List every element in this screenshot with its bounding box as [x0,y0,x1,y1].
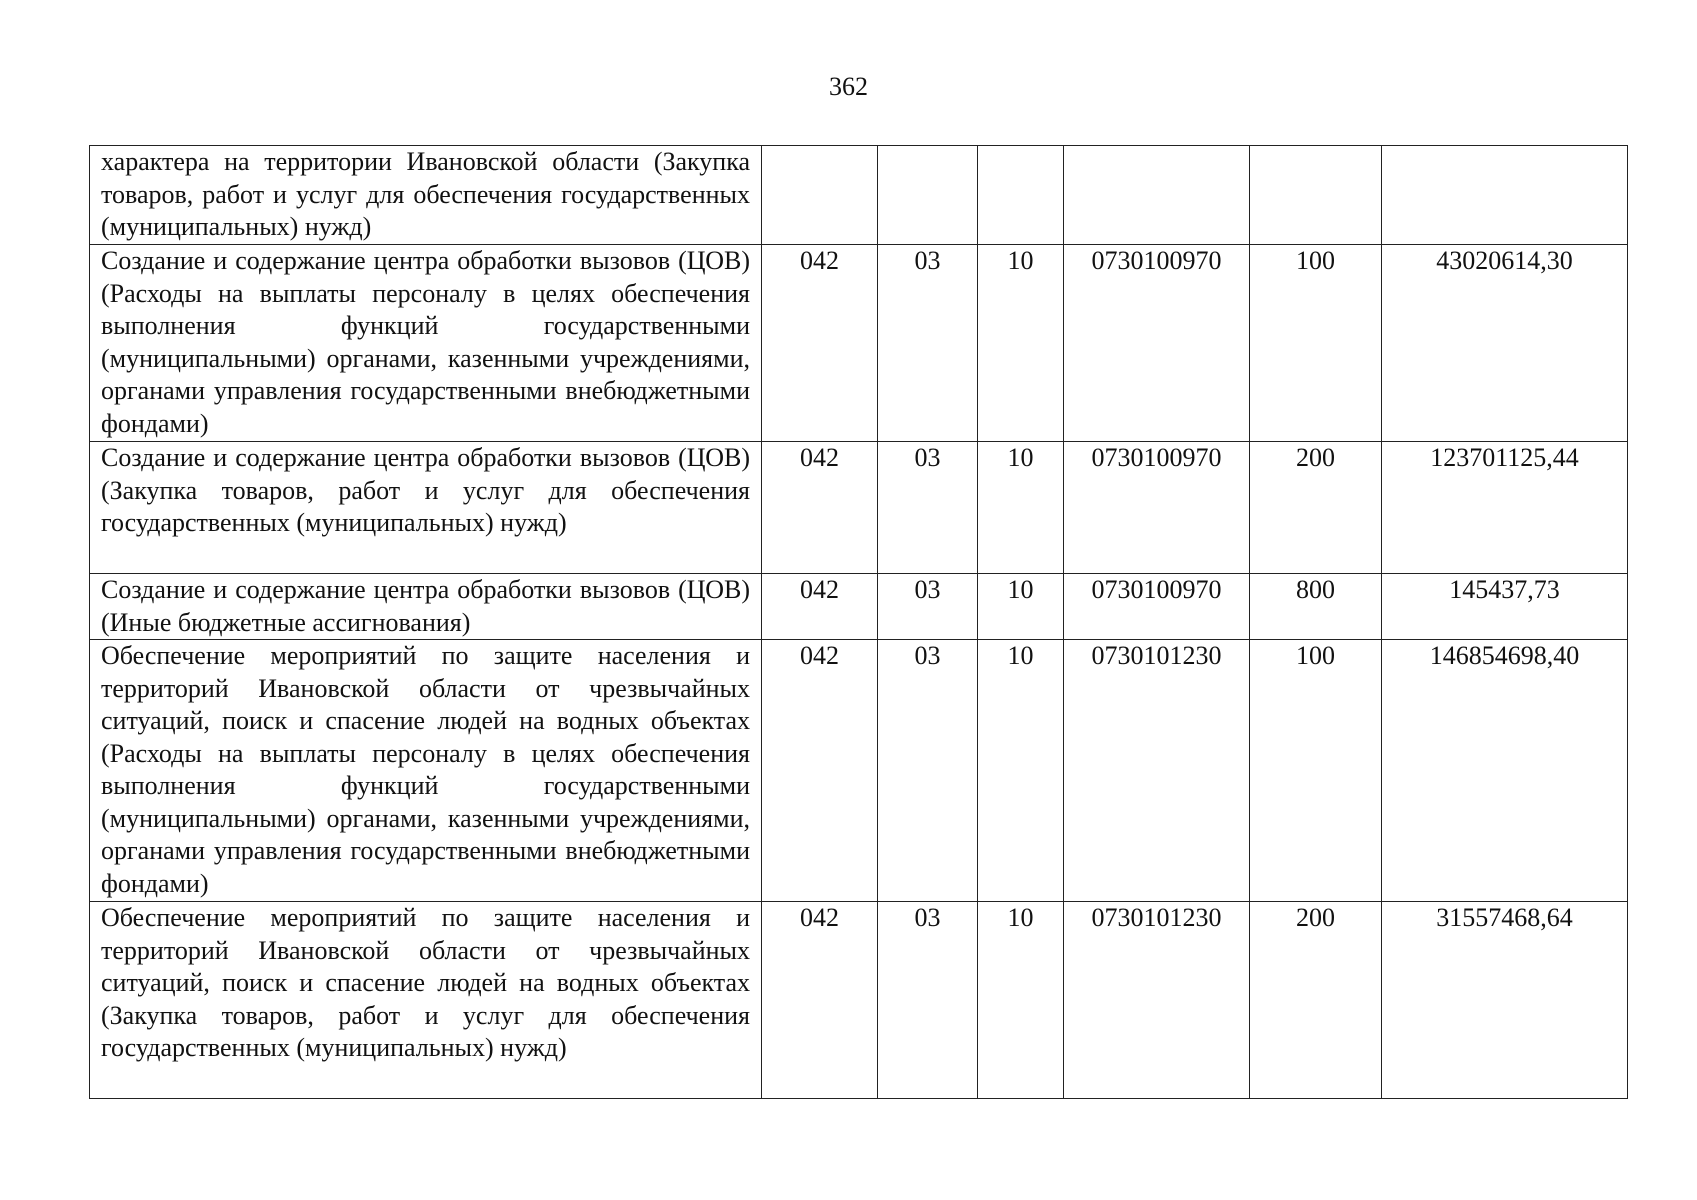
ministry-code [762,146,878,245]
amount-value: 145437,73 [1382,574,1628,640]
ministry-code: 042 [762,574,878,640]
budget-table [89,145,1628,1099]
target-item-code [1064,146,1250,245]
expense-type-code: 100 [1250,640,1382,902]
ministry-code: 042 [762,640,878,902]
amount-value: 31557468,64 [1382,902,1628,1099]
expense-type-code: 800 [1250,574,1382,640]
page-number: 362 [829,72,868,101]
subsection-code: 10 [978,574,1064,640]
ministry-code: 042 [762,245,878,442]
table-row [90,442,1628,574]
section-code: 03 [878,245,978,442]
expense-type-code: 200 [1250,902,1382,1099]
subsection-code: 10 [978,245,1064,442]
section-code: 03 [878,442,978,574]
amount-value: 43020614,30 [1382,245,1628,442]
target-item-code: 0730101230 [1064,640,1250,902]
target-item-code: 0730100970 [1064,442,1250,574]
amount-value: 146854698,40 [1382,640,1628,902]
amount-value: 123701125,44 [1382,442,1628,574]
table-row [90,146,1628,245]
subsection-code: 10 [978,640,1064,902]
table-row [90,640,1628,902]
expense-type-code [1250,146,1382,245]
row-description: характера на территории Ивановской области (Закупка товаров, работ и услуг для обеспечения государственных (муниципальных) нужд) [90,146,762,245]
table-row [90,574,1628,640]
row-description: Обеспечение мероприятий по защите населения и территорий Ивановской области от чрезвычайных ситуаций, поиск и спасение людей на водных объектах (Закупка товаров, работ и услуг для обеспечения государственных (муниципальных) нужд) [90,902,762,1099]
subsection-code: 10 [978,902,1064,1099]
expense-type-code: 200 [1250,442,1382,574]
target-item-code: 0730100970 [1064,574,1250,640]
target-item-code: 0730100970 [1064,245,1250,442]
row-description: Создание и содержание центра обработки вызовов (ЦОВ) (Иные бюджетные ассигнования) [90,574,762,640]
row-description: Обеспечение мероприятий по защите населения и территорий Ивановской области от чрезвычайных ситуаций, поиск и спасение людей на водных объектах (Расходы на выплаты персоналу в целях обеспечения выполнения функций государственными (муниципальными) органами, казенными учреждениями, органами управления государственными внебюджетными фондами) [90,640,762,902]
ministry-code: 042 [762,902,878,1099]
section-code [878,146,978,245]
section-code: 03 [878,574,978,640]
row-description: Создание и содержание центра обработки вызовов (ЦОВ) (Расходы на выплаты персоналу в целях обеспечения выполнения функций государственными (муниципальными) органами, казенными учреждениями, органами управления государственными внебюджетными фондами) [90,245,762,442]
target-item-code: 0730101230 [1064,902,1250,1099]
expense-type-code: 100 [1250,245,1382,442]
section-code: 03 [878,640,978,902]
section-code: 03 [878,902,978,1099]
subsection-code: 10 [978,442,1064,574]
subsection-code [978,146,1064,245]
amount-value [1382,146,1628,245]
table-row [90,902,1628,1099]
table-row [90,245,1628,442]
ministry-code: 042 [762,442,878,574]
row-description: Создание и содержание центра обработки вызовов (ЦОВ) (Закупка товаров, работ и услуг для обеспечения государственных (муниципальных) нужд) [90,442,762,574]
